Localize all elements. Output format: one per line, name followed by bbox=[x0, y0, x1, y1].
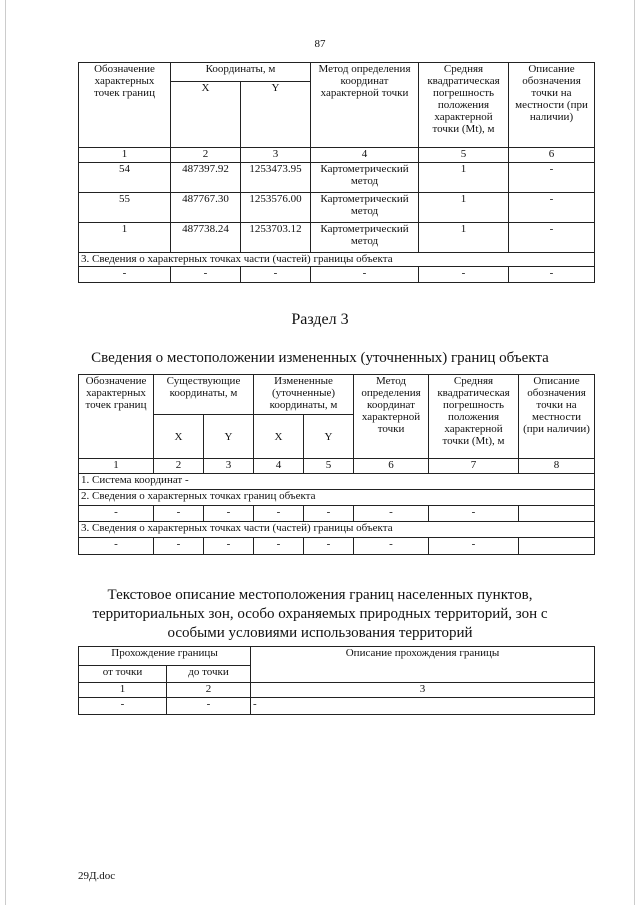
empty-cell: - bbox=[79, 698, 167, 715]
header-y: Y bbox=[204, 415, 254, 459]
method: Картометрический метод bbox=[311, 163, 419, 193]
table-characteristic-points bbox=[78, 62, 595, 283]
empty-cell: - bbox=[254, 538, 304, 555]
table-row bbox=[79, 506, 595, 522]
page-number: 87 bbox=[314, 38, 326, 50]
footer-filename: 29Д.doc bbox=[78, 870, 116, 882]
header-description: Описание обозначения точки на местности (при наличии) bbox=[509, 63, 595, 148]
empty-cell: - bbox=[79, 538, 154, 555]
empty-cell: - bbox=[354, 506, 429, 522]
header-x: X bbox=[254, 415, 304, 459]
method: Картометрический метод bbox=[311, 193, 419, 223]
header-designation: Обозначение характерных точек границ bbox=[79, 63, 171, 148]
section-row-points: 2. Сведения о характерных точках границ объекта bbox=[79, 490, 595, 506]
column-number: 7 bbox=[429, 459, 519, 474]
mean-error: 1 bbox=[419, 193, 509, 223]
empty-cell: - bbox=[509, 267, 595, 283]
column-number: 1 bbox=[79, 148, 171, 163]
empty-cell: - bbox=[204, 506, 254, 522]
empty-cell: - bbox=[167, 698, 251, 715]
column-number: 6 bbox=[509, 148, 595, 163]
table-row bbox=[79, 163, 595, 193]
header-y: Y bbox=[241, 82, 311, 148]
header-existing-coordinates: Существующие координаты, м bbox=[154, 375, 254, 415]
point-id: 54 bbox=[79, 163, 171, 193]
header-coordinates: Координаты, м bbox=[171, 63, 311, 82]
column-number: 8 bbox=[519, 459, 595, 474]
mean-error: 1 bbox=[419, 163, 509, 193]
table-boundary-passage bbox=[78, 646, 595, 715]
column-number: 6 bbox=[354, 459, 429, 474]
header-x: X bbox=[154, 415, 204, 459]
coord-y: 1253576.00 bbox=[241, 193, 311, 223]
column-number: 1 bbox=[79, 459, 154, 474]
table-changed-boundaries bbox=[78, 374, 595, 555]
column-number: 5 bbox=[304, 459, 354, 474]
column-number: 1 bbox=[79, 683, 167, 698]
column-number: 2 bbox=[171, 148, 241, 163]
mean-error: 1 bbox=[419, 223, 509, 253]
table-row bbox=[79, 267, 595, 283]
section-row-parts: 3. Сведения о характерных точках части (частей) границы объекта bbox=[79, 522, 595, 538]
empty-cell: - bbox=[154, 538, 204, 555]
header-description: Описание обозначения точки на местности (при наличии) bbox=[519, 375, 595, 459]
coord-y: 1253473.95 bbox=[241, 163, 311, 193]
header-y: Y bbox=[304, 415, 354, 459]
coord-x: 487397.92 bbox=[171, 163, 241, 193]
column-number: 4 bbox=[254, 459, 304, 474]
empty-cell: - bbox=[154, 506, 204, 522]
method: Картометрический метод bbox=[311, 223, 419, 253]
empty-cell: - bbox=[171, 267, 241, 283]
empty-cell: - bbox=[354, 538, 429, 555]
table-row bbox=[79, 698, 595, 715]
section-title: Раздел 3 bbox=[291, 311, 349, 328]
empty-cell: - bbox=[79, 267, 171, 283]
point-description: - bbox=[509, 163, 595, 193]
coord-y: 1253703.12 bbox=[241, 223, 311, 253]
scan-edge-right bbox=[634, 0, 635, 905]
header-method: Метод определения координат характерной точки bbox=[354, 375, 429, 459]
header-changed-coordinates: Измененные (уточненные) координаты, м bbox=[254, 375, 354, 415]
section-row-system: 1. Система координат - bbox=[79, 474, 595, 490]
point-description: - bbox=[509, 193, 595, 223]
empty-cell: - bbox=[429, 538, 519, 555]
column-number: 2 bbox=[167, 683, 251, 698]
table-row bbox=[79, 538, 595, 555]
empty-cell: - bbox=[304, 538, 354, 555]
section-row-parts: 3. Сведения о характерных точках части (частей) границы объекта bbox=[79, 253, 595, 267]
empty-cell bbox=[519, 506, 595, 522]
empty-cell: - bbox=[429, 506, 519, 522]
header-error: Средняя квадратическая погрешность положения характерной точки (Mt), м bbox=[429, 375, 519, 459]
empty-cell: - bbox=[79, 506, 154, 522]
empty-cell: - bbox=[304, 506, 354, 522]
empty-cell: - bbox=[204, 538, 254, 555]
column-number: 3 bbox=[241, 148, 311, 163]
empty-cell: - bbox=[251, 698, 595, 715]
header-method: Метод определения координат характерной точки bbox=[311, 63, 419, 148]
column-number: 3 bbox=[204, 459, 254, 474]
header-x: X bbox=[171, 82, 241, 148]
header-passage-description: Описание прохождения границы bbox=[251, 647, 595, 683]
column-number: 4 bbox=[311, 148, 419, 163]
point-id: 55 bbox=[79, 193, 171, 223]
column-number: 3 bbox=[251, 683, 595, 698]
scan-edge-left bbox=[5, 0, 6, 905]
header-designation: Обозначение характерных точек границ bbox=[79, 375, 154, 459]
column-number: 2 bbox=[154, 459, 204, 474]
empty-cell: - bbox=[311, 267, 419, 283]
empty-cell: - bbox=[241, 267, 311, 283]
empty-cell: - bbox=[419, 267, 509, 283]
section-subtitle: Сведения о местоположении измененных (уточненных) границ объекта bbox=[91, 350, 549, 366]
header-passage: Прохождение границы bbox=[79, 647, 251, 666]
header-error: Средняя квадратическая погрешность положения характерной точки (Mt), м bbox=[419, 63, 509, 148]
header-to-point: до точки bbox=[167, 666, 251, 683]
text-description-title: Текстовое описание местоположения границ населенных пунктов, территориальных зон, особо охраняемых природных территорий, зон с особыми условиями использования территорий bbox=[92, 587, 548, 641]
coord-x: 487767.30 bbox=[171, 193, 241, 223]
header-from-point: от точки bbox=[79, 666, 167, 683]
empty-cell bbox=[519, 538, 595, 555]
column-number: 5 bbox=[419, 148, 509, 163]
point-id: 1 bbox=[79, 223, 171, 253]
empty-cell: - bbox=[254, 506, 304, 522]
coord-x: 487738.24 bbox=[171, 223, 241, 253]
point-description: - bbox=[509, 223, 595, 253]
table-row bbox=[79, 193, 595, 223]
table-row bbox=[79, 223, 595, 253]
